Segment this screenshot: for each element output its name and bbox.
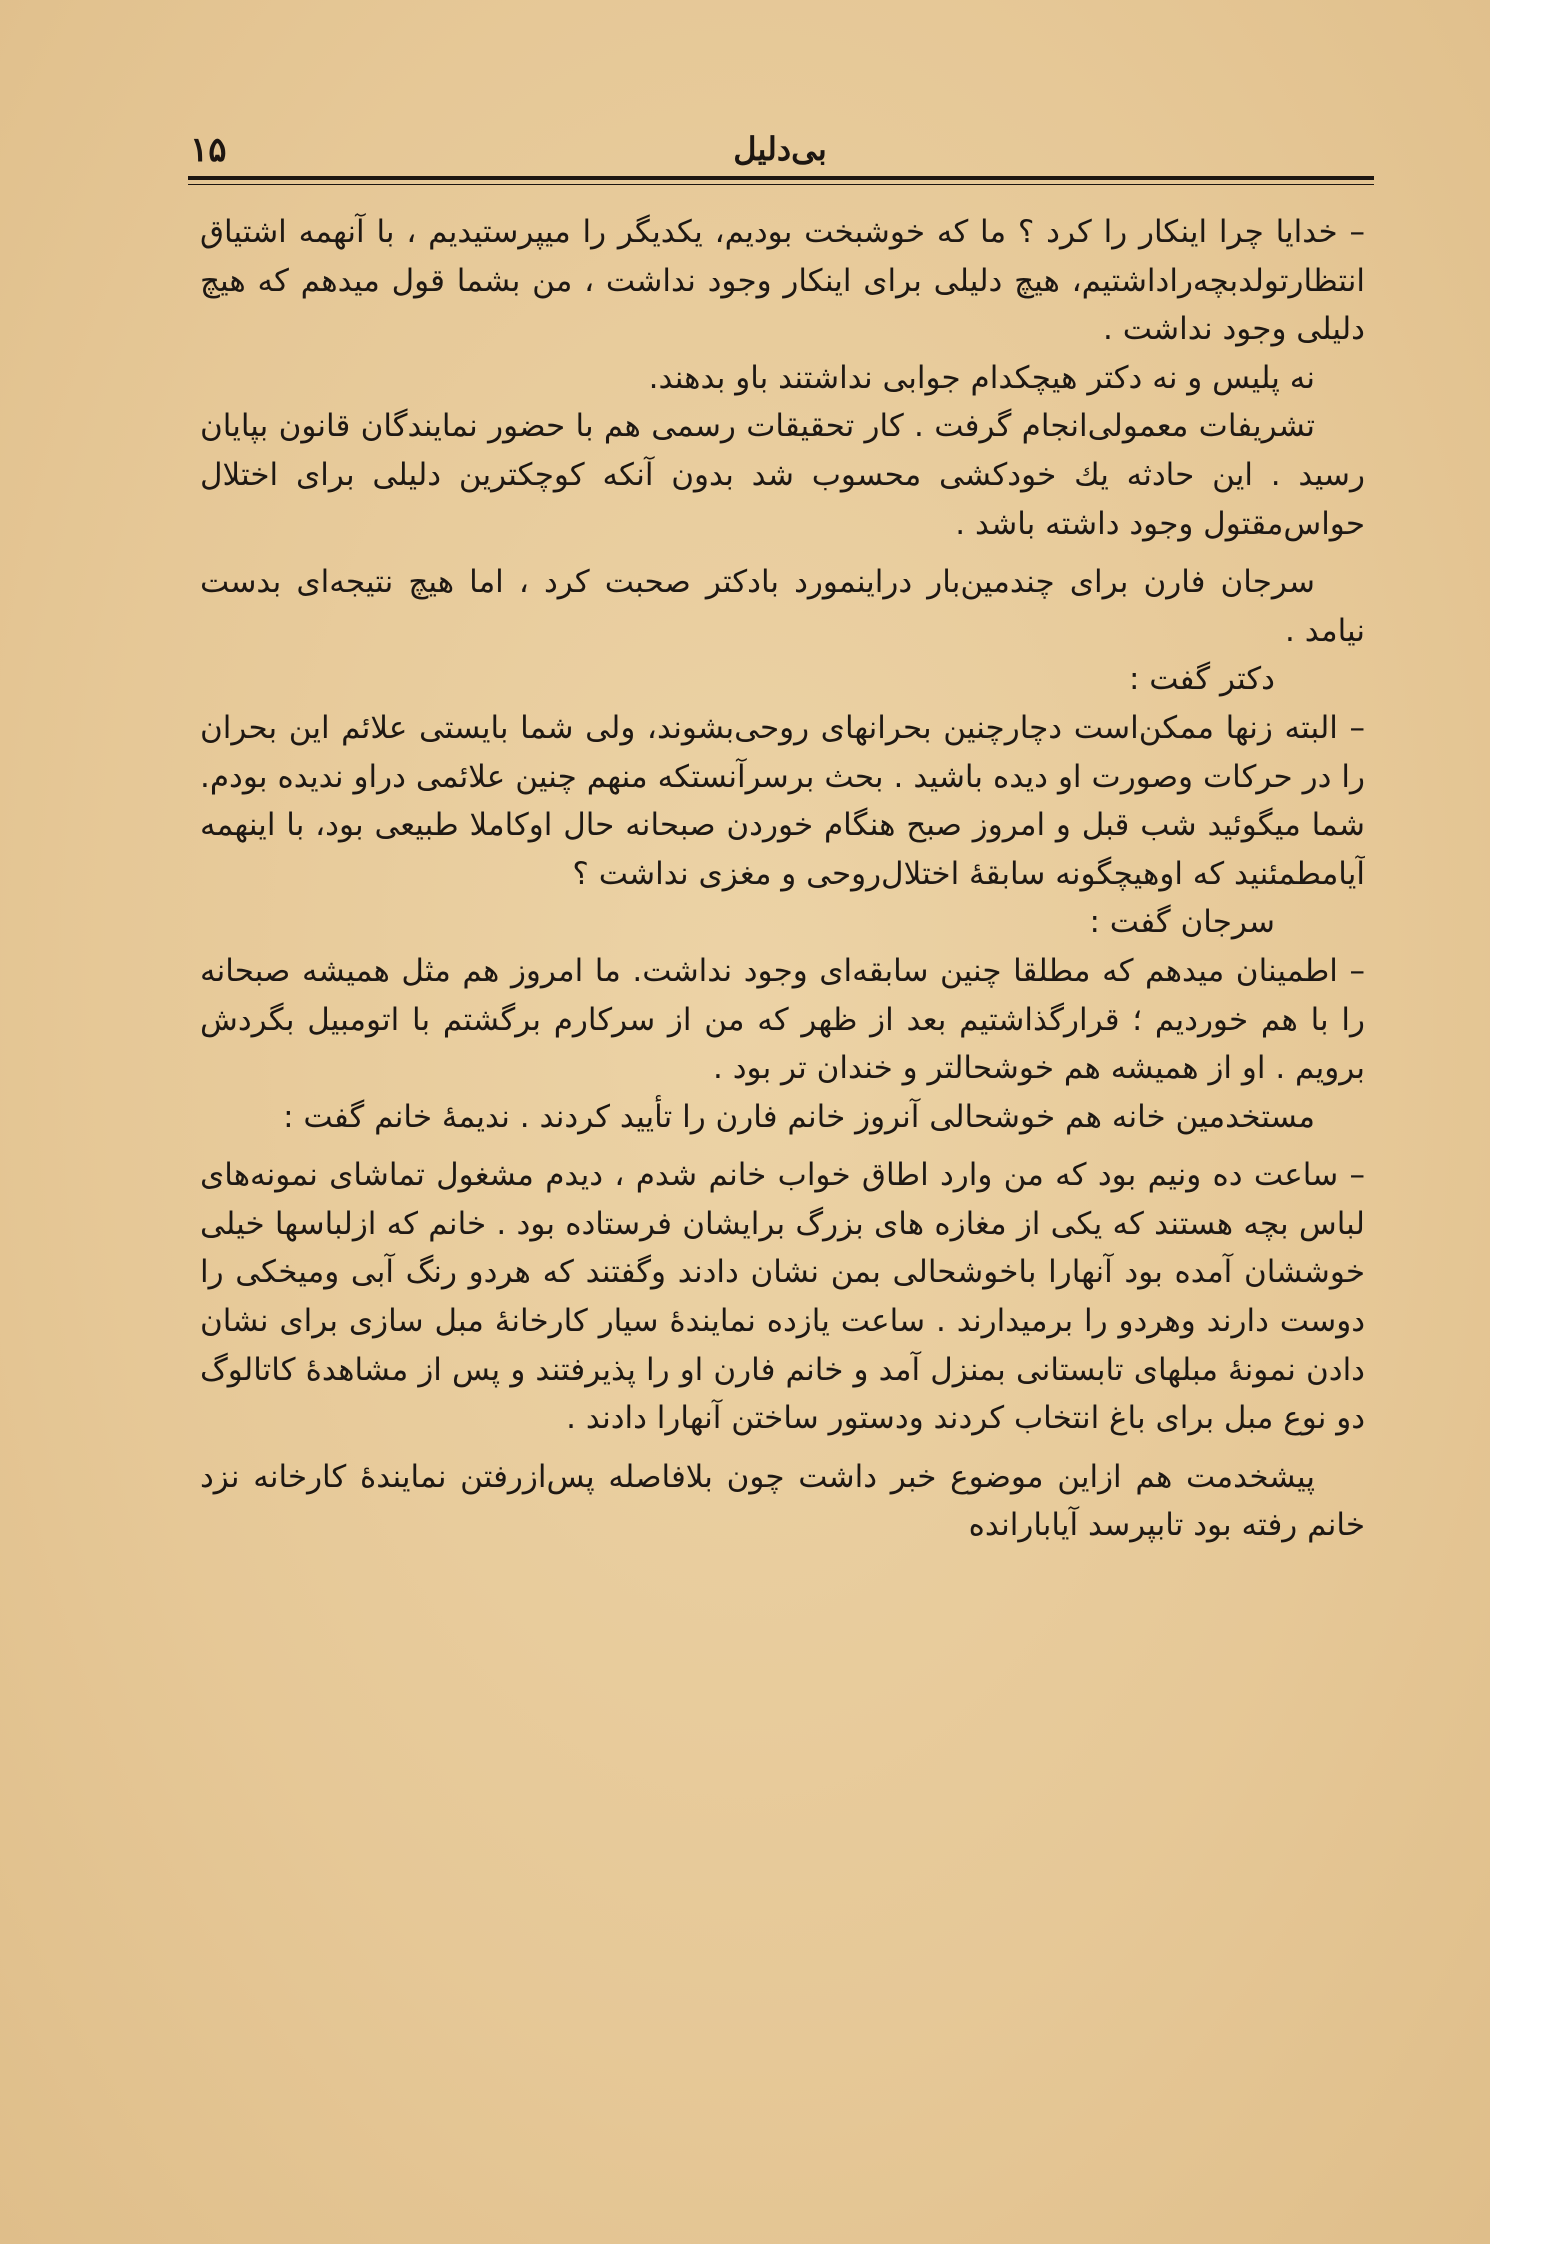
header-rule <box>188 176 1374 180</box>
page-header <box>190 130 1370 180</box>
paragraph: – ساعت ده ونیم بود که من وارد اطاق خواب خانم شدم ، دیدم مشغول تماشای نمونه‌های لباس بچه هستند که یکی از مغازه های بزرگ برایشان فرستاده بود . خانم که ازلباسها خیلی خوششان آمده بود آنهارا باخوشحالی بمن نشان دادند وگفتند که هردو رنگ آبی ومیخکی را دوست دارند وهردو را برمیدارند . ساعت یازده نمایندهٔ سیار کارخانهٔ مبل سازی برای نشان دادن نمونهٔ مبلهای تابستانی بمنزل آمد و خانم فارن او را پذیرفتند و پس از مشاهدهٔ کاتالوگ دو نوع مبل برای باغ انتخاب کردند ودستور ساختن آنهارا دادند . <box>200 1157 1365 1437</box>
paragraph: تشریفات معمولی‌انجام گرفت . کار تحقیقات رسمی هم با حضور نمایندگان قانون بپایان رسید . این حادثه یك خودکشی محسوب شد بدون آنکه کوچکترین دلیلی برای اختلال حواس‌مقتول وجود داشته باشد . <box>200 408 1365 542</box>
running-title: بی‌دلیل <box>733 130 827 168</box>
page-edge <box>1490 0 1544 2244</box>
speaker-label: سرجان گفت : <box>1089 904 1275 941</box>
paragraph: – خدایا چرا اینکار را کرد ؟ ما که خوشبخت بودیم، یکدیگر را میپرستیدیم ، با آنهمه اشتیاق انتظارتولدبچه‌راداشتیم، هیچ دلیلی برای اینکار وجود نداشت ، من بشما قول میدهم که هیچ دلیلی وجود نداشت . <box>200 214 1365 348</box>
paragraph: مستخدمین خانه هم خوشحالی آنروز خانم فارن را تأیید کردند . ندیمهٔ خانم گفت : <box>283 1098 1315 1135</box>
body-text <box>200 208 1365 2178</box>
paragraph: – البته زنها ممکن‌است دچارچنین بحرانهای روحی‌بشوند، ولی شما بایستی علائم این بحران را در حرکات وصورت او دیده باشید . بحث برسرآنستکه منهم چنین علائمی دراو ندیده بودم. شما میگوئید شب قبل و امروز صبح هنگام خوردن صبحانه حال اوکاملا طبیعی بود، با اینهمه آیامطمئنید که اوهیچگونه سابقهٔ اختلال‌روحی و مغزی نداشت ؟ <box>200 709 1365 892</box>
paragraph: سرجان فارن برای چندمین‌بار دراینمورد بادکتر صحبت کرد ، اما هیچ نتیجه‌ای بدست نیامد . <box>200 564 1365 649</box>
page-number: ۱۵ <box>190 130 227 170</box>
paragraph: پیشخدمت هم ازاین موضوع خبر داشت چون بلافاصله پس‌ازرفتن نمایندهٔ کارخانه نزد خانم رفته بود تابپرسد آیابارانده <box>200 1458 1365 1544</box>
speaker-label: دکتر گفت : <box>1128 661 1275 698</box>
paragraph: – اطمینان میدهم که مطلقا چنین سابقه‌ای وجود نداشت. ما امروز هم مثل همیشه صبحانه را با هم خوردیم ؛ قرارگذاشتیم بعد از ظهر که من از سرکارم برگشتم با اتومبیل بگردش برویم . او از همیشه هم خوشحالتر و خندان تر بود . <box>200 952 1365 1087</box>
header-rule-thin <box>188 184 1374 185</box>
paragraph: نه پلیس و نه دکتر هیچکدام جوابی نداشتند باو بدهند. <box>648 359 1315 396</box>
